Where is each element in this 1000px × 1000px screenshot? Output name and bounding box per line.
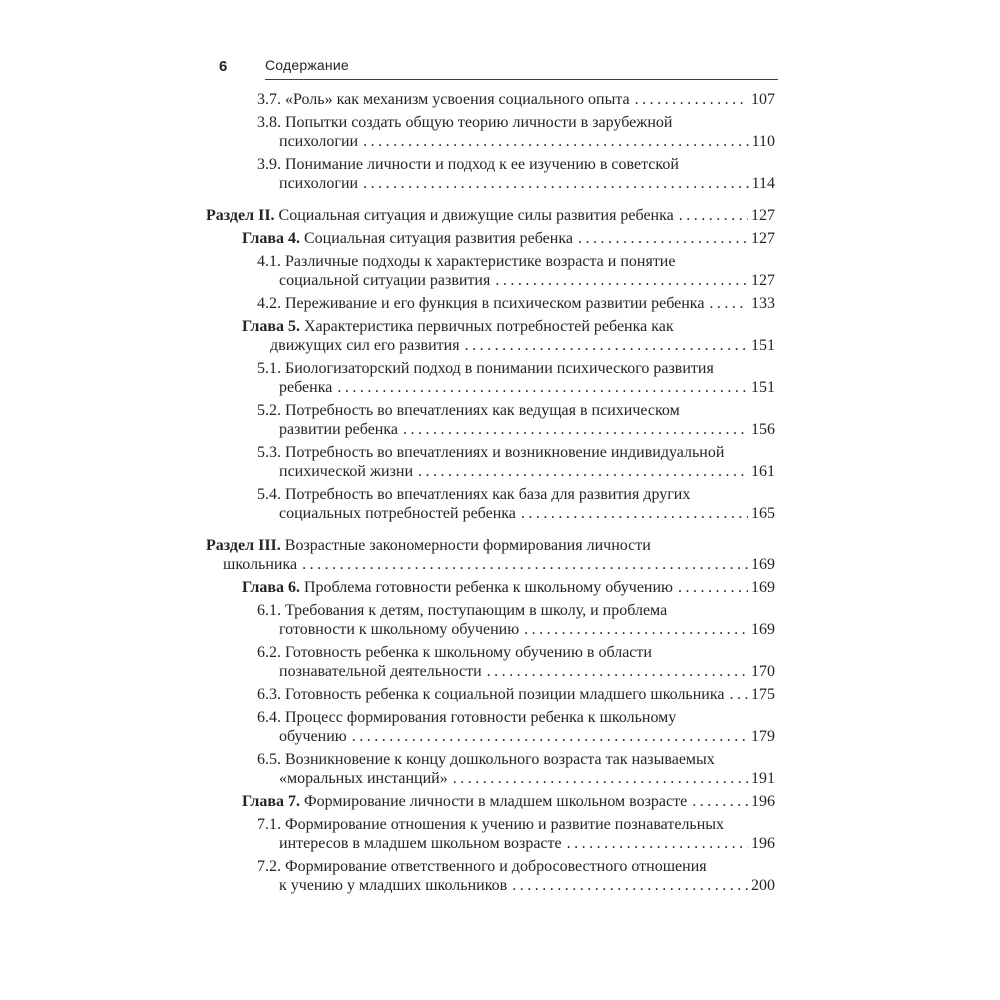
toc-entry-line [270,336,775,355]
page-ref: 114 [751,175,775,192]
toc-entry-line [279,420,775,439]
dot-leader [352,727,748,746]
entry-label: Глава 5. [242,318,300,335]
entry-label: 6.5. [257,751,281,768]
page-ref: 196 [751,793,775,810]
entry-text: 7.1. Формирование отношения к учению и развитие познавательных [257,816,725,833]
entry-text: 5.3. Потребность во впечатлениях и возникновение индивидуальной [257,444,725,461]
entry-label: 6.1. [257,602,281,619]
page-ref: 127 [751,230,775,247]
entry-text: психологии [279,133,359,150]
entry-label: 5.4. [257,486,281,503]
dot-leader [337,378,748,397]
entry-label: 4.1. [257,253,281,270]
entry-text: психологии [279,175,359,192]
toc-entry [257,750,775,788]
toc-entry-line [257,815,775,834]
entry-label: 4.2. [257,295,281,312]
toc-entry [257,443,775,481]
page-ref: 165 [751,505,775,522]
entry-text: к учению у младших школьников [279,877,508,894]
dot-leader [578,229,748,248]
toc-entry-line [257,401,775,420]
toc-entry-line [257,359,775,378]
entry-label: 7.2. [257,858,281,875]
dot-leader [418,462,748,481]
toc-entry [257,294,775,313]
dot-leader [635,90,748,109]
toc-entry [257,708,775,746]
toc-entry-line [257,601,775,620]
page-ref: 127 [751,272,775,289]
page-ref: 169 [751,621,775,638]
toc-entry [257,643,775,681]
entry-text: ребенка [279,379,333,396]
page-ref: 110 [751,133,775,150]
entry-text: Раздел II. Социальная ситуация и движущие силы развития ребенка [206,207,674,224]
dot-leader [692,792,748,811]
entry-text: Глава 4. Социальная ситуация развития ребенка [242,230,573,247]
toc-entry-line [242,229,775,248]
dot-leader [363,132,749,151]
dot-leader [709,294,748,313]
entry-label: 3.9. [257,156,281,173]
page-ref: 133 [751,295,775,312]
page-ref: 175 [751,686,775,703]
toc-entry-line [242,792,775,811]
dot-leader [465,336,748,355]
entry-label: Раздел II. [206,207,275,224]
toc-entry-line [257,485,775,504]
page-ref: 179 [751,728,775,745]
toc-entry-line [279,132,775,151]
toc-entry-line [279,662,775,681]
entry-text: познавательной деятельности [279,663,482,680]
entry-text: интересов в младшем школьном возрасте [279,835,562,852]
toc-entry-line [257,443,775,462]
dot-leader [512,876,748,895]
entry-text: 4.2. Переживание и его функция в психическом развитии ребенка [257,295,705,312]
toc-entry-line [242,317,775,336]
page-ref: 196 [751,835,775,852]
toc-entry [257,601,775,639]
entry-text: Глава 6. Проблема готовности ребенка к школьному обучению [242,579,673,596]
entry-text: Глава 5. Характеристика первичных потребностей ребенка как [242,318,674,335]
toc-entry-line [257,643,775,662]
dot-leader [521,504,748,523]
toc-entry-line [257,155,775,174]
toc-entry-line [279,769,775,788]
entry-text: 4.1. Различные подходы к характеристике возраста и понятие [257,253,676,270]
page-ref: 156 [751,421,775,438]
toc-entry-line [257,90,775,109]
entry-text: Глава 7. Формирование личности в младшем школьном возрасте [242,793,688,810]
page-ref: 151 [751,379,775,396]
dot-leader [678,578,748,597]
entry-text: развитии ребенка [279,421,398,438]
toc-entry-line [257,750,775,769]
toc-entry [257,359,775,397]
entry-label: 5.3. [257,444,281,461]
toc-entry-line [279,271,775,290]
entry-text: 7.2. Формирование ответственного и добросовестного отношения [257,858,707,875]
page-ref: 191 [751,770,775,787]
toc-entry-line [206,206,775,225]
entry-label: Глава 7. [242,793,300,810]
entry-label: Глава 6. [242,579,300,596]
toc-entry-line [257,252,775,271]
page-ref: 200 [751,877,775,894]
toc-entry [242,317,775,355]
toc-entry [257,815,775,853]
toc-entry-line [279,727,775,746]
entry-text: 6.4. Процесс формирования готовности ребенка к школьному [257,709,677,726]
toc-list [206,90,775,899]
toc-entry-line [279,174,775,193]
entry-text: движущих сил его развития [270,337,460,354]
toc-entry [257,485,775,523]
page-ref: 151 [751,337,775,354]
entry-text: 6.5. Возникновение к концу дошкольного возраста так называемых [257,751,715,768]
toc-entry-line [242,578,775,597]
entry-label: 3.7. [257,91,281,108]
page-ref: 127 [751,207,775,224]
entry-text: Раздел III. Возрастные закономерности формирования личности [206,537,651,554]
toc-entry-line [223,555,775,574]
entry-text: готовности к школьному обучению [279,621,520,638]
entry-text: 3.7. «Роль» как механизм усвоения социального опыта [257,91,630,108]
entry-text: 3.8. Попытки создать общую теорию личности в зарубежной [257,114,673,131]
entry-label: 6.4. [257,709,281,726]
entry-text: 5.2. Потребность во впечатлениях как ведущая в психическом [257,402,680,419]
toc-entry-line [206,536,775,555]
entry-label: 6.2. [257,644,281,661]
page-number: 6 [219,58,228,75]
toc-entry [242,578,775,597]
toc-entry [257,401,775,439]
dot-leader [403,420,748,439]
toc-entry-line [279,834,775,853]
running-head: Содержание [265,57,778,80]
dot-leader [363,174,749,193]
entry-label: 5.1. [257,360,281,377]
entry-label: 7.1. [257,816,281,833]
dot-leader [679,206,748,225]
toc-entry [257,113,775,151]
page-header [219,57,778,80]
toc-entry-line [279,378,775,397]
entry-label: Глава 4. [242,230,300,247]
dot-leader [729,685,748,704]
toc-entry [206,206,775,225]
entry-label: 6.3. [257,686,281,703]
dot-leader [302,555,748,574]
entry-label: Раздел III. [206,537,281,554]
entry-text: 6.1. Требования к детям, поступающим в школу, и проблема [257,602,668,619]
toc-entry-line [257,857,775,876]
dot-leader [453,769,748,788]
toc-entry-line [257,708,775,727]
toc-entry [242,792,775,811]
page-ref: 169 [751,579,775,596]
page-ref: 161 [751,463,775,480]
toc-entry [242,229,775,248]
toc-entry-line [279,876,775,895]
toc-entry-line [279,504,775,523]
toc-entry [257,685,775,704]
dot-leader [495,271,748,290]
entry-text: 6.2. Готовность ребенка к школьному обучению в области [257,644,652,661]
entry-text: социальной ситуации развития [279,272,491,289]
toc-entry [257,252,775,290]
page-ref: 107 [751,91,775,108]
toc-entry-line [257,294,775,313]
toc-entry [257,90,775,109]
entry-text: психической жизни [279,463,414,480]
toc-entry-line [257,685,775,704]
entry-text: «моральных инстанций» [279,770,448,787]
entry-text: 6.3. Готовность ребенка к социальной позиции младшего школьника [257,686,725,703]
entry-text: социальных потребностей ребенка [279,505,516,522]
entry-text: школьника [223,556,298,573]
toc-entry [206,536,775,574]
entry-text: 3.9. Понимание личности и подход к ее изучению в советской [257,156,679,173]
toc-entry [257,857,775,895]
dot-leader [487,662,748,681]
page-ref: 169 [751,556,775,573]
toc-entry-line [279,620,775,639]
entry-text: 5.1. Биологизаторский подход в понимании психического развития [257,360,714,377]
entry-text: обучению [279,728,347,745]
page-ref: 170 [751,663,775,680]
toc-entry-line [257,113,775,132]
dot-leader [567,834,748,853]
entry-label: 5.2. [257,402,281,419]
toc-entry [257,155,775,193]
dot-leader [524,620,748,639]
entry-text: 5.4. Потребность во впечатлениях как база для развития других [257,486,691,503]
entry-label: 3.8. [257,114,281,131]
toc-entry-line [279,462,775,481]
